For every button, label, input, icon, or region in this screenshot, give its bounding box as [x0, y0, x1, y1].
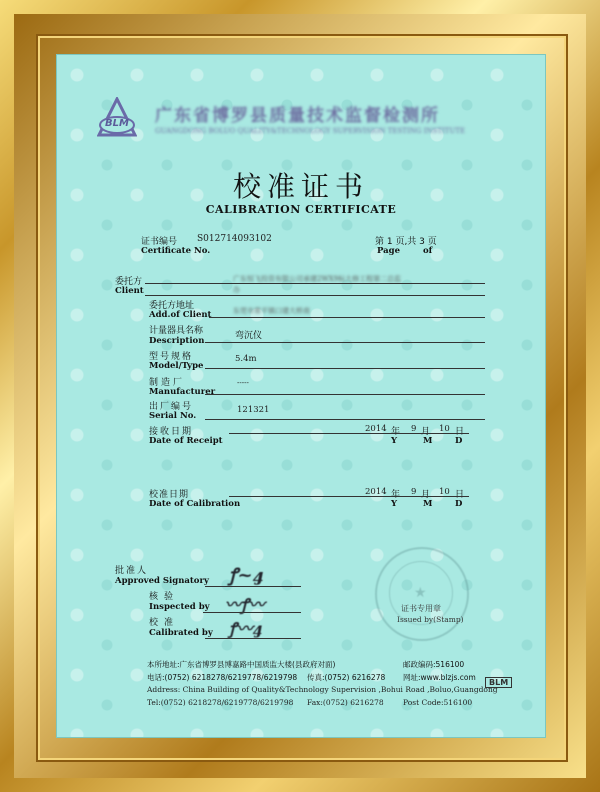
approved-signature: ꝭ~ꜭ [229, 565, 264, 586]
page-label-en: Page [377, 246, 401, 256]
inspected-underline [203, 612, 301, 613]
institute-logo [97, 97, 137, 139]
description-underline [205, 342, 485, 343]
calibration-date-label-en: Date of Calibration [149, 499, 241, 509]
calibration-month: 9 [411, 487, 417, 497]
receipt-label-en: Date of Receipt [149, 436, 223, 446]
footer-address-cn: 本所地址:广东省博罗县博嘉路中国质监大楼(县政府对面) [147, 660, 336, 669]
footer-tel-en: Tel:(0752) 6218278/6219778/6219798 [147, 698, 294, 707]
receipt-day-unit: 日 [455, 427, 465, 437]
client-underline-1 [145, 283, 485, 284]
official-stamp [375, 547, 469, 641]
certificate-paper [56, 54, 546, 738]
certificate-no-label-cn: 证书编号 [141, 237, 178, 247]
calibration-day: 10 [439, 487, 450, 497]
certificate-no-label-en: Certificate No. [141, 246, 211, 256]
serial-value: 121321 [237, 405, 270, 415]
calibration-year: 2014 [365, 487, 387, 497]
inspected-label-en: Inspected by [149, 602, 210, 612]
calibration-date-underline [229, 496, 469, 497]
calibration-date-label-cn: 校准日期 [149, 490, 190, 500]
receipt-day: 10 [439, 424, 450, 434]
calibrated-label-cn: 校准 [149, 618, 180, 628]
footer-address-en: Address: China Building of Quality&Technology Supervision ,Bohui Road ,Boluo,Guangdong [147, 685, 498, 694]
address-value: 东莞市常平镇口建大桥南 [233, 307, 310, 315]
footer-blm-badge: BLM [485, 677, 512, 688]
footer-fax-en: Fax:(0752) 6216278 [307, 698, 384, 707]
title-cn: 校准证书 [232, 170, 369, 203]
serial-label-cn: 出厂编号 [149, 402, 194, 412]
description-value: 弯沉仪 [235, 331, 263, 341]
footer-postcode-cn: 邮政编码:516100 [403, 660, 465, 669]
model-label-cn: 型号规格 [149, 352, 194, 362]
description-label-cn: 计量器具名称 [149, 326, 204, 336]
stamp-star-icon: ★ [414, 585, 427, 601]
page-count-cn: 第 1 页,共 3 页 [375, 237, 437, 247]
calibrated-underline [205, 638, 301, 639]
client-underline-2 [145, 295, 485, 296]
manufacturer-underline [205, 394, 485, 395]
calibration-year-unit: 年 [391, 490, 401, 500]
model-label-en: Model/Type [149, 361, 204, 371]
stamp-label-en: Issued by(Stamp) [397, 615, 464, 624]
receipt-year: 2014 [365, 424, 387, 434]
stamp-label-cn: 证书专用章 [401, 604, 441, 613]
client-label-en: Client [115, 286, 144, 296]
address-label-en: Add.of Client [149, 310, 212, 320]
receipt-y-en: Y [391, 436, 398, 446]
approved-underline [205, 586, 301, 587]
footer-postcode-en: Post Code:516100 [403, 698, 473, 707]
receipt-d-en: D [455, 436, 463, 446]
of-label-en: of [423, 246, 433, 256]
calibrated-label-en: Calibrated by [149, 628, 213, 638]
serial-label-en: Serial No. [149, 411, 197, 421]
client-value-1: 广东恒飞投资有限公司承建2WX9标大修工程第二总监 [233, 275, 402, 283]
receipt-label-cn: 接收日期 [149, 427, 194, 437]
address-underline [209, 317, 485, 318]
calibrated-signature: ꝭ〰ꜭ [229, 619, 263, 638]
institute-name-cn: 广东省博罗县质量技术监督检测所 [155, 106, 440, 126]
calibration-month-unit: 月 [421, 490, 431, 500]
footer-website-cn: 网址:www.blzjs.com [403, 673, 476, 682]
calibration-d-en: D [455, 499, 463, 509]
receipt-underline [229, 433, 469, 434]
institute-name-en: GUANGDONG BOLUO QUALITY&TECHNOLOGY SUPERVISION TESTING INSTITUTE [155, 127, 466, 135]
serial-underline [205, 419, 485, 420]
calibration-day-unit: 日 [455, 490, 465, 500]
manufacturer-label-cn: 制造厂 [149, 378, 186, 388]
model-value: 5.4m [235, 354, 257, 364]
footer-fax-cn: 传真:(0752) 6216278 [307, 673, 386, 682]
manufacturer-value: ----- [237, 379, 249, 387]
certificate-no-value: S012714093102 [197, 234, 272, 244]
receipt-m-en: M [423, 436, 433, 446]
title-en: CALIBRATION CERTIFICATE [205, 203, 397, 216]
client-label-cn: 委托方 [115, 277, 143, 287]
address-label-cn: 委托方地址 [149, 301, 195, 311]
footer-tel-cn: 电话:(0752) 6218278/6219778/6219798 [147, 673, 298, 682]
approved-label-cn: 批准人 [115, 566, 149, 576]
inspected-signature: 〰ꝭ〰 [225, 595, 265, 614]
inspected-label-cn: 核验 [149, 592, 180, 602]
client-value-2: 办 [233, 286, 240, 294]
calibration-y-en: Y [391, 499, 398, 509]
receipt-year-unit: 年 [391, 427, 401, 437]
model-underline [205, 368, 485, 369]
receipt-month-unit: 月 [421, 427, 431, 437]
logo-text: BLM [105, 118, 129, 129]
calibration-m-en: M [423, 499, 433, 509]
manufacturer-label-en: Manufacturer [149, 387, 216, 397]
receipt-month: 9 [411, 424, 417, 434]
description-label-en: Description [149, 336, 205, 346]
approved-label-en: Approved Signatory [115, 576, 209, 586]
